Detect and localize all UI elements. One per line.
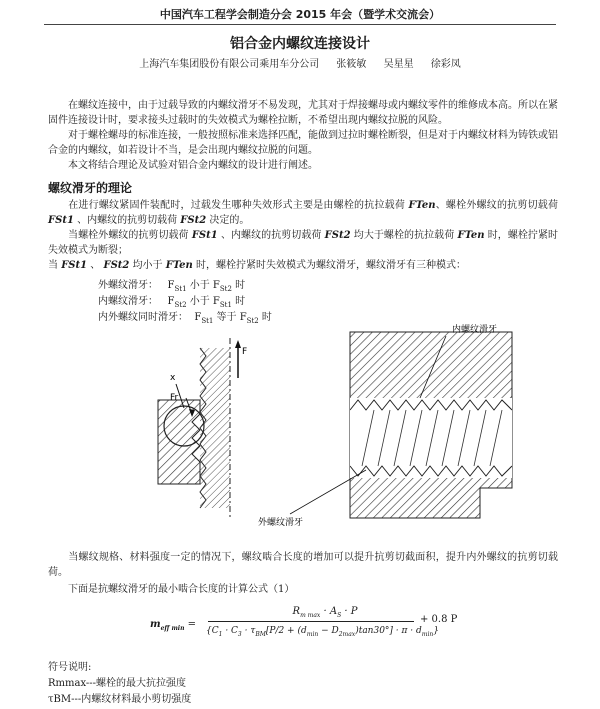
thread-stripping-figure <box>140 318 520 530</box>
author: 徐彩凤 <box>430 59 461 70</box>
section2-paragraph-1: 当螺纹规格、材料强度一定的情况下，螺纹啮合长度的增加可以提升抗剪切截面积，提升内外螺纹的抗剪切载荷。 <box>48 552 558 578</box>
symbol-item: Rmmax---螺栓的最大抗拉强度 <box>48 678 187 689</box>
force-label: F <box>242 347 248 357</box>
paper-title: 铝合金内螺纹连接设计 <box>230 36 370 52</box>
section1-paragraph-1: 在进行螺纹紧固件装配时，过载发生哪种失效形式主要是由螺栓的抗拉载荷 FTen、螺栓外螺纹的抗剪切载荷 FSt1 、内螺纹的抗剪切载荷 FSt2 决定的。 <box>48 200 558 226</box>
formula-block <box>150 606 480 652</box>
section1-paragraph-2: 当螺栓外螺纹的抗剪切载荷 FSt1 、内螺纹的抗剪切载荷 FSt2 均大于螺栓的抗拉载荷 FTen 时，螺栓拧紧时失效模式为断裂； <box>48 230 559 256</box>
formula-lhs: $m_{eff min}$ = <box>150 619 197 632</box>
section1-paragraph-3: 当 FSt1 、 FSt2 均小于 FTen 时，螺栓拧紧时失效模式为螺纹滑牙，螺纹滑牙有三种模式： <box>48 260 466 271</box>
author: 张筱敏 <box>336 59 367 70</box>
section-heading: 螺纹滑牙的理论 <box>48 181 133 195</box>
right-thread-detail <box>290 332 512 518</box>
section2-paragraph-2: 下面是抗螺纹滑牙的最小啮合长度的计算公式（1） <box>68 584 295 595</box>
label-external-stripping: 外螺纹滑牙 <box>258 518 304 528</box>
formula-denominator: $\{C_1 \cdot C_3 \cdot \tau_{BM}[P/2 + (d_{min} - D_{2max})\tan 30^\circ] \cdot \pi \cdot d_{min}\}$ <box>206 626 440 638</box>
author: 吴星星 <box>383 59 414 70</box>
formula-tail: + 0.8 P <box>420 614 458 625</box>
fraction-bar <box>208 621 414 622</box>
fr-label: Fr <box>170 393 179 403</box>
label-internal-stripping: 内螺纹滑牙 <box>452 325 498 335</box>
intro-paragraph-3: 本文将结合理论及试验对铝合金内螺纹的设计进行阐述。 <box>68 160 318 171</box>
case-both: 内外螺纹同时滑牙： $F_{St1}$ 等于 $F_{St2}$ 时 <box>98 312 272 325</box>
case-external: 外螺纹滑牙： $F_{St1}$ 小于 $F_{St2}$ 时 <box>98 280 246 293</box>
symbols-title: 符号说明: <box>48 662 92 673</box>
authors-line <box>0 55 600 70</box>
conference-header: 中国汽车工程学会制造分会 2015 年会（暨学术交流会） <box>159 8 441 21</box>
formula-numerator: $R_{m max} \cdot A_S \cdot P$ <box>292 606 358 619</box>
header-rule <box>44 24 556 25</box>
left-thread-detail <box>158 338 241 518</box>
intro-paragraph-2: 对于螺栓螺母的标准连接，一般按照标准来选择匹配，能做到过拉时螺栓断裂，但是对于内螺纹材料为铸铁或铝合金的内螺纹，如若设计不当，是会出现内螺纹拉脱的问题。 <box>48 130 558 156</box>
x-label: x <box>170 373 176 383</box>
symbol-item: τBM---内螺纹材料最小剪切强度 <box>48 694 192 705</box>
case-internal: 内螺纹滑牙： $F_{St2}$ 小于 $F_{St1}$ 时 <box>98 296 246 309</box>
affiliation: 上海汽车集团股份有限公司乘用车分公司 <box>139 59 320 70</box>
intro-paragraph-1: 在螺纹连接中，由于过载导致的内螺纹滑牙不易发现，尤其对于焊接螺母或内螺纹零件的维修成本高。所以在紧固件连接设计时，要求接头过载时的失效模式为螺栓拉断，不希望出现内螺纹拉脱的风险。 <box>48 100 558 126</box>
